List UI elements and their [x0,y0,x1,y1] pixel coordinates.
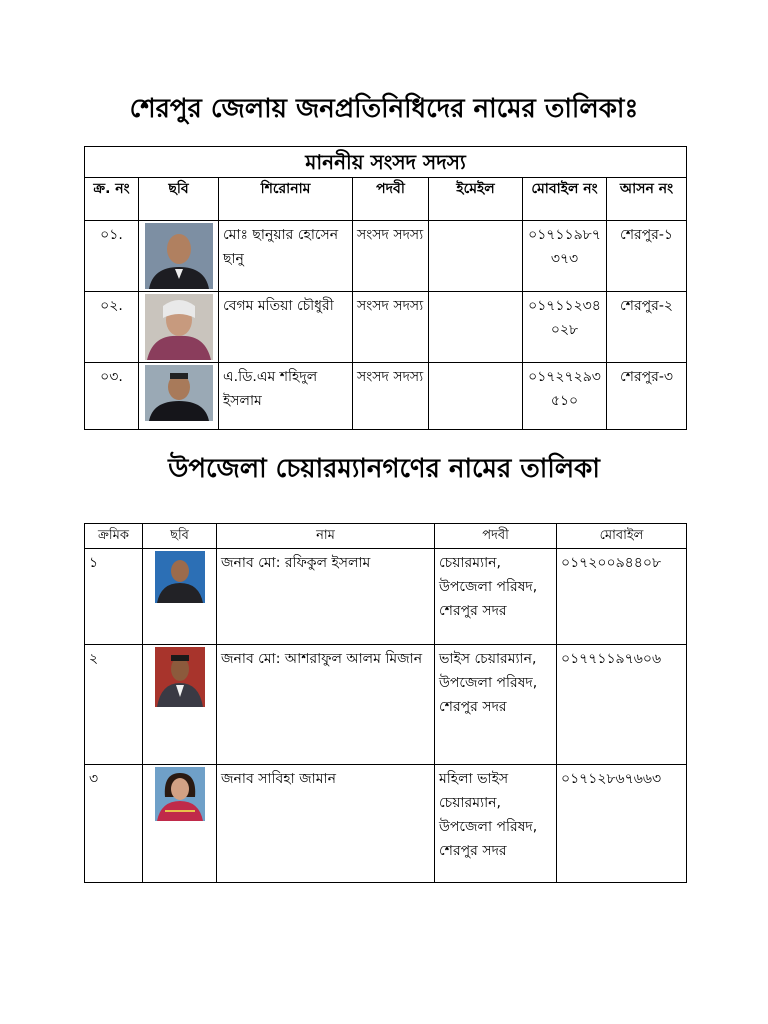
header-designation: পদবী [353,178,429,221]
photo-cell [139,221,219,292]
row-mobile: ০১৭১২৮৬৭৬৬৩ [557,765,687,883]
photo-cell [143,765,217,883]
header-photo: ছবি [139,178,219,221]
row-designation: চেয়ারম্যান, উপজেলা পরিষদ, শেরপুর সদর [435,549,557,645]
portrait-photo [145,223,213,289]
table-row [85,549,687,645]
row-name: জনাব মো: রফিকুল ইসলাম [217,549,435,645]
row-serial: ৩ [85,765,143,883]
row-designation: সংসদ সদস্য [353,363,429,430]
upazila-table-header-row [85,524,687,549]
header-designation: পদবী [435,524,557,549]
table-row [85,221,687,292]
photo-cell [143,645,217,765]
header-serial: ক্র. নং [85,178,139,221]
row-name: জনাব সাবিহা জামান [217,765,435,883]
row-seat: শেরপুর-৩ [607,363,687,430]
row-serial: ০১. [85,221,139,292]
portrait-photo [145,294,213,360]
row-mobile: ০১৭১১৯৮৭৩৭৩ [523,221,607,292]
header-name: শিরোনাম [219,178,353,221]
photo-cell [139,363,219,430]
portrait-photo [155,767,205,821]
upazila-table [84,523,687,883]
row-designation: মহিলা ভাইস চেয়ারম্যান, উপজেলা পরিষদ, শেরপুর সদর [435,765,557,883]
header-seat: আসন নং [607,178,687,221]
row-mobile: ০১৭১১২৩৪০২৮ [523,292,607,363]
table-row [85,765,687,883]
table-row [85,645,687,765]
photo-cell [139,292,219,363]
portrait-photo [155,551,205,603]
mp-table-caption: মাননীয় সংসদ সদস্য [85,147,687,178]
photo-cell [143,549,217,645]
header-mobile: মোবাইল নং [523,178,607,221]
header-email: ইমেইল [429,178,523,221]
row-mobile: ০১৭৭১১৯৭৬০৬ [557,645,687,765]
row-designation: সংসদ সদস্য [353,221,429,292]
row-seat: শেরপুর-১ [607,221,687,292]
mp-table [84,146,687,430]
mp-table-header-row [85,178,687,221]
row-email [429,292,523,363]
row-seat: শেরপুর-২ [607,292,687,363]
row-mobile: ০১৭২৭২৯৩৫১০ [523,363,607,430]
row-serial: ০২. [85,292,139,363]
row-email [429,221,523,292]
row-serial: ২ [85,645,143,765]
row-designation: সংসদ সদস্য [353,292,429,363]
portrait-photo [155,647,205,707]
table-row [85,363,687,430]
header-name: নাম [217,524,435,549]
row-name: জনাব মো: আশরাফুল আলম মিজান [217,645,435,765]
header-photo: ছবি [143,524,217,549]
row-serial: ০৩. [85,363,139,430]
row-serial: ১ [85,549,143,645]
row-mobile: ০১৭২০০৯৪৪০৮ [557,549,687,645]
row-name: এ.ডি.এম শহিদুল ইসলাম [219,363,353,430]
header-mobile: মোবাইল [557,524,687,549]
row-email [429,363,523,430]
row-name: মোঃ ছানুয়ার হোসেন ছানু [219,221,353,292]
row-name: বেগম মতিয়া চৌধুরী [219,292,353,363]
header-serial: ক্রমিক [85,524,143,549]
page-title: শেরপুর জেলায় জনপ্রতিনিধিদের নামের তালিকাঃ [129,94,639,124]
row-designation: ভাইস চেয়ারম্যান, উপজেলা পরিষদ, শেরপুর সদর [435,645,557,765]
portrait-photo [145,365,213,421]
upazila-title: উপজেলা চেয়ারম্যানগণের নামের তালিকা [168,454,600,484]
table-row [85,292,687,363]
